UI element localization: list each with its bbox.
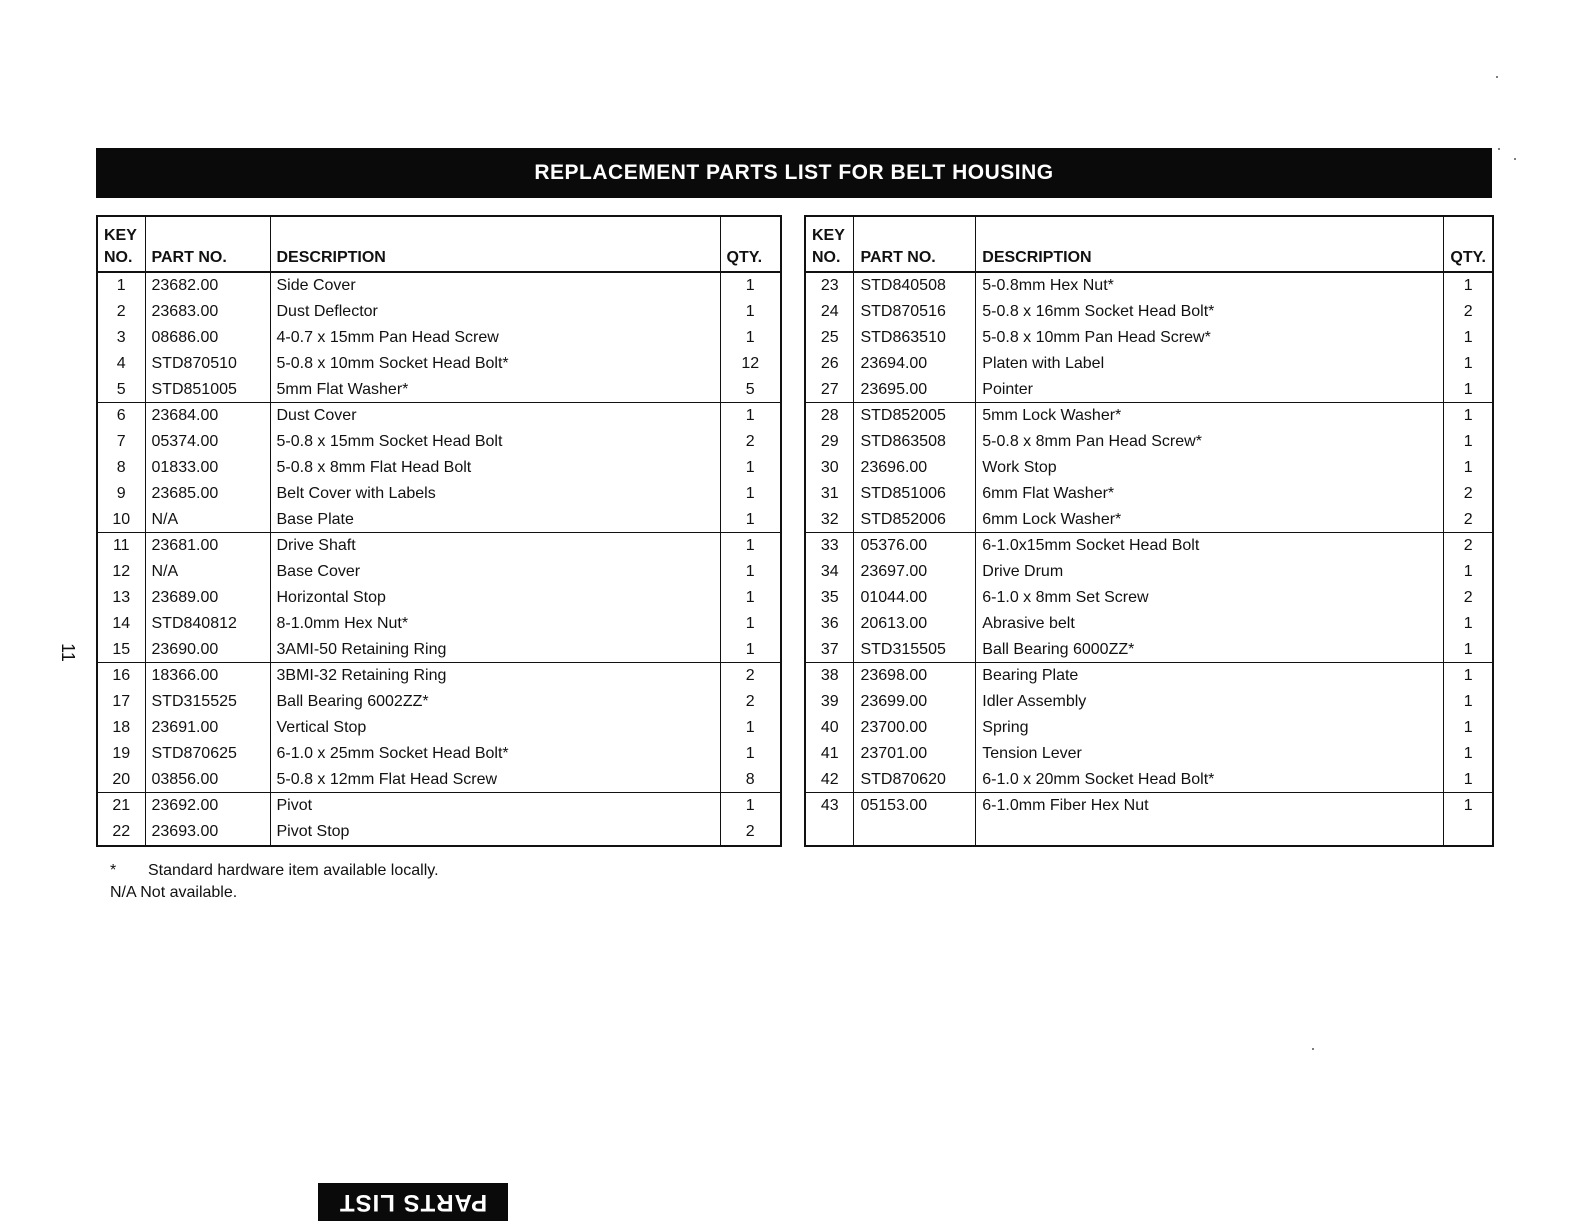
- cell-key-no: 14: [97, 610, 145, 636]
- cell-description: Tension Lever: [976, 740, 1444, 766]
- cell-qty: 2: [720, 819, 781, 846]
- cell-description: 6-1.0x15mm Socket Head Bolt: [976, 532, 1444, 558]
- cell-key-no: 43: [805, 792, 854, 818]
- cell-part-no: STD315525: [145, 689, 270, 715]
- table-row: [97, 585, 781, 611]
- cell-qty: 1: [1444, 662, 1493, 688]
- cell-key-no: 31: [805, 480, 854, 506]
- cell-key-no: 22: [97, 819, 145, 846]
- cell-qty: 1: [1444, 402, 1493, 428]
- table-row: [97, 819, 781, 846]
- cell-description: Base Plate: [270, 506, 720, 532]
- footnote-standard-hardware: [110, 860, 439, 882]
- cell-part-no: 08686.00: [145, 325, 270, 351]
- table-row: [97, 689, 781, 715]
- footnote-text: Not available.: [140, 884, 238, 901]
- cell-part-no: STD851005: [145, 376, 270, 402]
- table-row: [805, 819, 1493, 846]
- cell-description: 6mm Lock Washer*: [976, 506, 1444, 532]
- scan-speck: [1312, 1048, 1314, 1050]
- cell-part-no: STD870516: [854, 299, 976, 325]
- cell-qty: 1: [720, 506, 781, 532]
- cell-qty: 2: [720, 689, 781, 715]
- cell-key-no: 35: [805, 585, 854, 611]
- table-row: [805, 559, 1493, 585]
- cell-qty: 2: [1444, 506, 1493, 532]
- cell-part-no: STD852005: [854, 402, 976, 428]
- cell-part-no: 03856.00: [145, 766, 270, 792]
- table-row: [805, 299, 1493, 325]
- cell-description: Ball Bearing 6000ZZ*: [976, 636, 1444, 662]
- cell-description: 5-0.8 x 10mm Pan Head Screw*: [976, 325, 1444, 351]
- cell-key-no: 32: [805, 506, 854, 532]
- footnote-symbol: *: [110, 862, 117, 879]
- table-row: [805, 480, 1493, 506]
- cell-qty: 1: [720, 272, 781, 299]
- cell-part-no: 23684.00: [145, 402, 270, 428]
- table-row: [805, 429, 1493, 455]
- table-row: [97, 559, 781, 585]
- cell-key-no: 25: [805, 325, 854, 351]
- cell-key-no: 6: [97, 402, 145, 428]
- cell-key-no: 39: [805, 689, 854, 715]
- cell-description: Pointer: [976, 376, 1444, 402]
- cell-key-no: 27: [805, 376, 854, 402]
- table-row: [97, 455, 781, 481]
- cell-description: [976, 819, 1444, 846]
- cell-key-no: 13: [97, 585, 145, 611]
- cell-key-no: 30: [805, 455, 854, 481]
- cell-part-no: 23696.00: [854, 455, 976, 481]
- table-row: [805, 532, 1493, 558]
- cell-description: Platen with Label: [976, 350, 1444, 376]
- cell-description: Spring: [976, 715, 1444, 741]
- cell-description: 6-1.0 x 25mm Socket Head Bolt*: [270, 740, 720, 766]
- cell-part-no: STD870510: [145, 350, 270, 376]
- cell-description: 6-1.0mm Fiber Hex Nut: [976, 792, 1444, 818]
- header-description: DESCRIPTION: [976, 216, 1444, 272]
- cell-part-no: STD851006: [854, 480, 976, 506]
- cell-key-no: 21: [97, 792, 145, 818]
- cell-description: Work Stop: [976, 455, 1444, 481]
- table-row: [97, 506, 781, 532]
- cell-key-no: 34: [805, 559, 854, 585]
- cell-qty: 2: [720, 662, 781, 688]
- table-row: [805, 689, 1493, 715]
- cell-part-no: 01044.00: [854, 585, 976, 611]
- cell-part-no: STD840812: [145, 610, 270, 636]
- cell-part-no: STD315505: [854, 636, 976, 662]
- cell-qty: 2: [1444, 480, 1493, 506]
- cell-key-no: 36: [805, 610, 854, 636]
- footnote-not-available: [110, 882, 439, 904]
- cell-description: 5-0.8 x 15mm Socket Head Bolt: [270, 429, 720, 455]
- cell-part-no: 23692.00: [145, 792, 270, 818]
- table-row: [97, 636, 781, 662]
- table-row: [97, 272, 781, 299]
- cell-qty: 1: [720, 325, 781, 351]
- cell-qty: 2: [1444, 532, 1493, 558]
- scan-speck: [1498, 148, 1500, 150]
- cell-qty: 1: [1444, 610, 1493, 636]
- cell-key-no: 37: [805, 636, 854, 662]
- cell-qty: 1: [720, 299, 781, 325]
- cell-part-no: 05153.00: [854, 792, 976, 818]
- cell-key-no: 18: [97, 715, 145, 741]
- table-row: [805, 715, 1493, 741]
- cell-key-no: 8: [97, 455, 145, 481]
- cell-description: Side Cover: [270, 272, 720, 299]
- cell-part-no: 23698.00: [854, 662, 976, 688]
- cell-key-no: 10: [97, 506, 145, 532]
- table-row: [97, 350, 781, 376]
- cell-qty: 1: [720, 480, 781, 506]
- header-description: DESCRIPTION: [270, 216, 720, 272]
- cell-description: 5-0.8 x 8mm Pan Head Screw*: [976, 429, 1444, 455]
- cell-part-no: 20613.00: [854, 610, 976, 636]
- header-part-no: PART NO.: [854, 216, 976, 272]
- cell-key-no: 2: [97, 299, 145, 325]
- scan-speck: [1514, 158, 1516, 160]
- footnote-symbol: N/A: [110, 884, 136, 901]
- cell-qty: 1: [1444, 766, 1493, 792]
- cell-qty: 1: [1444, 272, 1493, 299]
- cell-key-no: 24: [805, 299, 854, 325]
- cell-qty: 1: [720, 715, 781, 741]
- cell-key-no: 38: [805, 662, 854, 688]
- footnote-text: Standard hardware item available locally.: [148, 862, 439, 879]
- cell-key-no: 23: [805, 272, 854, 299]
- cell-key-no: 41: [805, 740, 854, 766]
- cell-description: 5-0.8 x 12mm Flat Head Screw: [270, 766, 720, 792]
- cell-description: Dust Cover: [270, 402, 720, 428]
- cell-key-no: 40: [805, 715, 854, 741]
- cell-description: Pivot Stop: [270, 819, 720, 846]
- cell-qty: 1: [720, 610, 781, 636]
- cell-qty: 1: [720, 455, 781, 481]
- parts-table-left: [96, 215, 782, 847]
- cell-qty: 1: [1444, 455, 1493, 481]
- cell-description: Vertical Stop: [270, 715, 720, 741]
- cell-part-no: STD863510: [854, 325, 976, 351]
- cell-description: 5-0.8 x 10mm Socket Head Bolt*: [270, 350, 720, 376]
- cell-part-no: 23699.00: [854, 689, 976, 715]
- cell-qty: 5: [720, 376, 781, 402]
- table-row: [805, 376, 1493, 402]
- table-row: [805, 636, 1493, 662]
- table-row: [97, 766, 781, 792]
- table-row: [97, 662, 781, 688]
- cell-qty: 1: [1444, 376, 1493, 402]
- cell-part-no: 23694.00: [854, 350, 976, 376]
- cell-description: Dust Deflector: [270, 299, 720, 325]
- cell-qty: 2: [1444, 299, 1493, 325]
- cell-key-no: 12: [97, 559, 145, 585]
- page-title-banner: [96, 148, 1492, 198]
- footnotes: [110, 860, 439, 904]
- table-header-row: [97, 216, 781, 272]
- cell-part-no: 23690.00: [145, 636, 270, 662]
- table-row: [97, 325, 781, 351]
- cell-key-no: 3: [97, 325, 145, 351]
- page-number: 11: [57, 643, 78, 662]
- cell-qty: 1: [1444, 689, 1493, 715]
- cell-key-no: 4: [97, 350, 145, 376]
- table-row: [805, 766, 1493, 792]
- parts-table-right: [804, 215, 1494, 847]
- cell-description: Drive Drum: [976, 559, 1444, 585]
- cell-description: Base Cover: [270, 559, 720, 585]
- cell-description: 6-1.0 x 8mm Set Screw: [976, 585, 1444, 611]
- table-row: [805, 740, 1493, 766]
- page-title: REPLACEMENT PARTS LIST FOR BELT HOUSING: [534, 161, 1054, 184]
- table-row: [97, 610, 781, 636]
- cell-description: 5-0.8 x 16mm Socket Head Bolt*: [976, 299, 1444, 325]
- cell-description: Bearing Plate: [976, 662, 1444, 688]
- cell-key-no: 20: [97, 766, 145, 792]
- table-row: [805, 585, 1493, 611]
- cell-qty: 1: [720, 636, 781, 662]
- cell-part-no: 23683.00: [145, 299, 270, 325]
- table-row: [805, 506, 1493, 532]
- cell-qty: 1: [1444, 429, 1493, 455]
- cell-part-no: STD870625: [145, 740, 270, 766]
- cell-part-no: 23701.00: [854, 740, 976, 766]
- cell-qty: 1: [720, 740, 781, 766]
- cell-description: Belt Cover with Labels: [270, 480, 720, 506]
- table-row: [97, 740, 781, 766]
- cell-qty: 1: [720, 402, 781, 428]
- cell-qty: 1: [1444, 715, 1493, 741]
- cell-key-no: 29: [805, 429, 854, 455]
- header-qty: QTY.: [1444, 216, 1493, 272]
- cell-part-no: 23697.00: [854, 559, 976, 585]
- cell-description: 5-0.8 x 8mm Flat Head Bolt: [270, 455, 720, 481]
- table-row: [805, 350, 1493, 376]
- cell-key-no: 28: [805, 402, 854, 428]
- table-row: [97, 402, 781, 428]
- cell-description: 3AMI-50 Retaining Ring: [270, 636, 720, 662]
- cell-key-no: [805, 819, 854, 846]
- cell-key-no: 15: [97, 636, 145, 662]
- cell-part-no: STD870620: [854, 766, 976, 792]
- scan-speck: [1496, 76, 1498, 78]
- cell-part-no: [854, 819, 976, 846]
- cell-part-no: 23693.00: [145, 819, 270, 846]
- cell-qty: 1: [720, 585, 781, 611]
- cell-part-no: STD852006: [854, 506, 976, 532]
- cell-part-no: STD840508: [854, 272, 976, 299]
- table-header-row: [805, 216, 1493, 272]
- cell-qty: [1444, 819, 1493, 846]
- table-row: [97, 376, 781, 402]
- cell-description: Horizontal Stop: [270, 585, 720, 611]
- table-row: [805, 272, 1493, 299]
- table-row: [805, 662, 1493, 688]
- cell-description: 6-1.0 x 20mm Socket Head Bolt*: [976, 766, 1444, 792]
- header-key-no: KEY NO.: [97, 216, 145, 272]
- cell-description: 4-0.7 x 15mm Pan Head Screw: [270, 325, 720, 351]
- cell-key-no: 5: [97, 376, 145, 402]
- section-tab-parts-list: PARTS LIST: [318, 1183, 508, 1221]
- cell-qty: 1: [720, 792, 781, 818]
- cell-qty: 12: [720, 350, 781, 376]
- table-row: [97, 532, 781, 558]
- cell-qty: 1: [720, 532, 781, 558]
- table-row: [805, 325, 1493, 351]
- cell-description: Ball Bearing 6002ZZ*: [270, 689, 720, 715]
- cell-key-no: 42: [805, 766, 854, 792]
- cell-qty: 1: [1444, 792, 1493, 818]
- cell-key-no: 16: [97, 662, 145, 688]
- header-part-no: PART NO.: [145, 216, 270, 272]
- cell-part-no: 01833.00: [145, 455, 270, 481]
- cell-qty: 2: [720, 429, 781, 455]
- header-qty: QTY.: [720, 216, 781, 272]
- cell-qty: 1: [1444, 325, 1493, 351]
- cell-description: Pivot: [270, 792, 720, 818]
- table-row: [97, 429, 781, 455]
- table-row: [805, 455, 1493, 481]
- cell-key-no: 19: [97, 740, 145, 766]
- table-row: [805, 792, 1493, 818]
- cell-description: 6mm Flat Washer*: [976, 480, 1444, 506]
- table-row: [805, 402, 1493, 428]
- cell-description: Abrasive belt: [976, 610, 1444, 636]
- cell-description: Drive Shaft: [270, 532, 720, 558]
- cell-part-no: N/A: [145, 506, 270, 532]
- cell-part-no: 23689.00: [145, 585, 270, 611]
- cell-description: Idler Assembly: [976, 689, 1444, 715]
- cell-key-no: 33: [805, 532, 854, 558]
- cell-description: 5-0.8mm Hex Nut*: [976, 272, 1444, 299]
- table-row: [97, 480, 781, 506]
- cell-description: 3BMI-32 Retaining Ring: [270, 662, 720, 688]
- cell-part-no: 23691.00: [145, 715, 270, 741]
- cell-part-no: 23700.00: [854, 715, 976, 741]
- table-row: [97, 299, 781, 325]
- cell-part-no: 18366.00: [145, 662, 270, 688]
- cell-part-no: 23681.00: [145, 532, 270, 558]
- table-row: [97, 715, 781, 741]
- cell-qty: 1: [1444, 559, 1493, 585]
- cell-description: 5mm Lock Washer*: [976, 402, 1444, 428]
- cell-qty: 2: [1444, 585, 1493, 611]
- header-key-no: KEY NO.: [805, 216, 854, 272]
- cell-key-no: 11: [97, 532, 145, 558]
- cell-part-no: 05376.00: [854, 532, 976, 558]
- cell-part-no: N/A: [145, 559, 270, 585]
- cell-key-no: 9: [97, 480, 145, 506]
- cell-part-no: STD863508: [854, 429, 976, 455]
- cell-qty: 8: [720, 766, 781, 792]
- cell-part-no: 23685.00: [145, 480, 270, 506]
- cell-key-no: 7: [97, 429, 145, 455]
- cell-qty: 1: [1444, 350, 1493, 376]
- cell-key-no: 26: [805, 350, 854, 376]
- table-row: [97, 792, 781, 818]
- cell-description: 5mm Flat Washer*: [270, 376, 720, 402]
- cell-description: 8-1.0mm Hex Nut*: [270, 610, 720, 636]
- table-row: [805, 610, 1493, 636]
- cell-part-no: 05374.00: [145, 429, 270, 455]
- cell-qty: 1: [1444, 740, 1493, 766]
- cell-qty: 1: [720, 559, 781, 585]
- cell-qty: 1: [1444, 636, 1493, 662]
- cell-part-no: 23682.00: [145, 272, 270, 299]
- cell-key-no: 17: [97, 689, 145, 715]
- cell-key-no: 1: [97, 272, 145, 299]
- cell-part-no: 23695.00: [854, 376, 976, 402]
